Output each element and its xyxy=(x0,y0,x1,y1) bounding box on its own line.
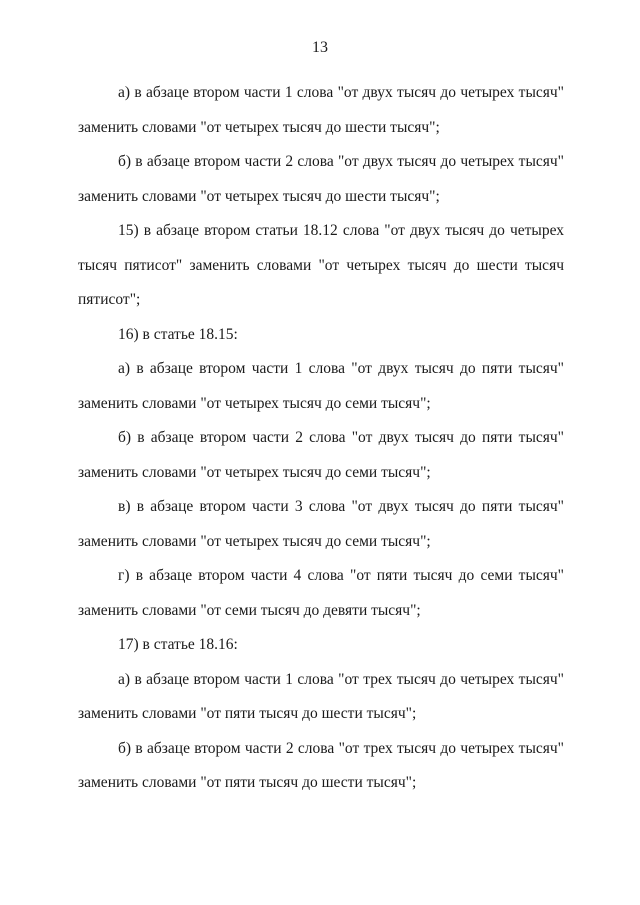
page-number: 13 xyxy=(312,39,328,56)
document-body xyxy=(78,76,564,801)
paragraph-16a: а) в абзаце втором части 1 слова "от двух тысяч до пяти тысяч" заменить словами "от четырех тысяч до семи тысяч"; xyxy=(78,360,564,412)
paragraph-17: 17) в статье 18.16: xyxy=(118,636,238,653)
paragraph-17b: б) в абзаце втором части 2 слова "от трех тысяч до четырех тысяч" заменить словами "от пяти тысяч до шести тысяч"; xyxy=(78,739,564,791)
paragraph-2b: б) в абзаце втором части 2 слова "от двух тысяч до четырех тысяч" заменить словами "от четырех тысяч до шести тысяч"; xyxy=(78,153,564,205)
paragraph-16v: в) в абзаце втором части 3 слова "от двух тысяч до пяти тысяч" заменить словами "от четырех тысяч до семи тысяч"; xyxy=(78,498,564,550)
paragraph-2a: а) в абзаце втором части 1 слова "от двух тысяч до четырех тысяч" заменить словами "от четырех тысяч до шести тысяч"; xyxy=(78,84,564,136)
paragraph-16b: б) в абзаце втором части 2 слова "от двух тысяч до пяти тысяч" заменить словами "от четырех тысяч до семи тысяч"; xyxy=(78,429,564,481)
paragraph-15: 15) в абзаце втором статьи 18.12 слова "от двух тысяч до четырех тысяч пятисот" заменить словами "от четырех тысяч до шести тысяч пятисот"; xyxy=(78,222,564,308)
paragraph-17a: а) в абзаце втором части 1 слова "от трех тысяч до четырех тысяч" заменить словами "от пяти тысяч до шести тысяч"; xyxy=(78,670,564,722)
paragraph-16: 16) в статье 18.15: xyxy=(118,325,238,343)
paragraph-16g: г) в абзаце втором части 4 слова "от пяти тысяч до семи тысяч" заменить словами "от семи тысяч до девяти тысяч"; xyxy=(78,567,564,619)
